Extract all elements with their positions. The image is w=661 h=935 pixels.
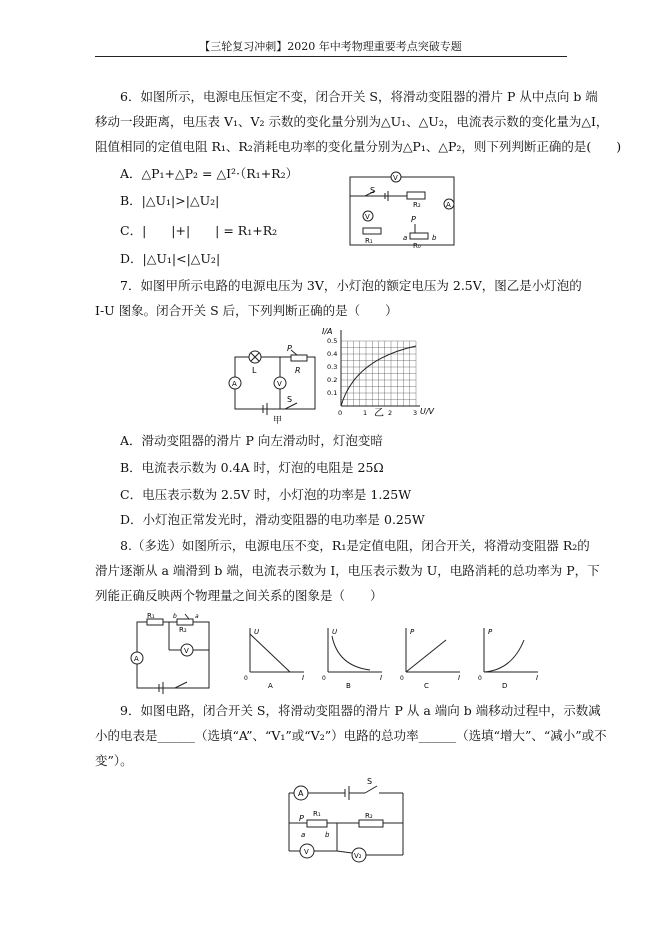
q8b-x-label: I: [380, 674, 383, 682]
q7-ytick-01: 0.1: [327, 389, 338, 397]
q6-label-a-end: a: [403, 234, 408, 242]
q7-line2: I-U 图象。闭合开关 S 后，下列判断正确的是（ ）: [95, 303, 398, 318]
q6-label-a: A: [446, 201, 451, 209]
q8c-caption: C: [424, 682, 429, 690]
q7-option-b: B．电流表示数为 0.4A 时，灯泡的电阻是 25Ω: [120, 460, 384, 475]
q7-line1: 7．如图甲所示电路的电源电压为 3V，小灯泡的额定电压为 2.5V，图乙是小灯泡的: [120, 278, 582, 293]
q7-label-s: S: [287, 395, 293, 404]
q6-label-v1: V: [393, 174, 398, 182]
q8-circuit-diagram: [125, 610, 215, 695]
q7-y-label: I/A: [322, 327, 333, 336]
q6-line1: 6．如图所示，电源电压恒定不变，闭合开关 S，将滑动变阻器的滑片 P 从中点向 b 端: [120, 89, 598, 104]
q7-ytick-03: 0.3: [327, 363, 338, 371]
q7-option-c: C．电压表示数为 2.5V 时，小灯泡的功率是 1.25W: [120, 487, 412, 502]
q9-label-v2: V₂: [354, 852, 362, 860]
q6-option-a: A．△P₁+△P₂ = △I²·（R₁+R₂）: [120, 166, 299, 181]
q9-label-v1: V: [304, 848, 309, 856]
q6-label-p: P: [411, 215, 416, 224]
q9-line1: 9．如图电路，闭合开关 S，将滑动变阻器的滑片 P 从 a 端向 b 端移动过程中，示数减: [120, 703, 601, 718]
header-rule: [95, 56, 567, 57]
q7-xtick-1: 1: [363, 409, 368, 417]
q8-label-ammeter: A: [134, 655, 139, 663]
q6-option-b: B．|△U₁|>|△U₂|: [120, 193, 220, 208]
q6-option-d: D．|△U₁|<|△U₂|: [120, 251, 221, 266]
q8a-origin: 0: [244, 675, 248, 682]
q7-label-v: V: [277, 380, 282, 388]
q6-label-r2: R₂: [413, 201, 421, 209]
q8-label-r2: R₂: [179, 626, 187, 634]
q7-iu-graph: [316, 326, 436, 420]
q8-graph-c: [394, 622, 464, 692]
q8d-origin: 0: [478, 675, 482, 682]
q9-label-a: A: [298, 789, 304, 798]
q7-xtick-2: 2: [388, 409, 393, 417]
q8d-y-label: P: [488, 628, 493, 636]
q7-option-a: A．滑动变阻器的滑片 P 向左滑动时，灯泡变暗: [120, 433, 383, 448]
q7-label-a: A: [232, 380, 237, 388]
q8-line1: 8.（多选）如图所示，电源电压不变，R₁是定值电阻，闭合开关，将滑动变阻器 R₂的: [120, 538, 590, 553]
q8a-x-label: I: [302, 674, 305, 682]
q9-label-a-end: a: [301, 831, 306, 839]
q8-graph-b: [316, 622, 386, 692]
q7-label-r: R: [295, 366, 301, 375]
q8c-origin: 0: [400, 675, 404, 682]
q8a-y-label: U: [254, 628, 260, 636]
q7-ytick-05: 0.5: [327, 337, 338, 345]
q8c-x-label: I: [458, 674, 461, 682]
q8-graph-d: [472, 622, 542, 692]
page-header: 【三轮复习冲刺】2020 年中考物理重要考点突破专题: [199, 40, 462, 53]
q7-xtick-3: 3: [413, 409, 418, 417]
q6-label-r0: R₀: [413, 242, 421, 250]
q9-line3: 变”）。: [95, 753, 133, 768]
q9-label-r1: R₁: [313, 810, 321, 818]
q6-label-b-end: b: [432, 234, 437, 242]
q7-x-label: U/V: [420, 407, 435, 416]
q6-line3: 阻值相同的定值电阻 R₁、R₂消耗电功率的变化量分别为△P₁、△P₂，则下列判断正确的是( ): [95, 139, 622, 154]
q9-label-r2: R₂: [365, 812, 373, 820]
q6-line2: 移动一段距离，电压表 V₁、V₂ 示数的变化量分别为△U₁、△U₂，电流表示数的变化量为△I，: [95, 114, 609, 129]
q9-label-b-end: b: [325, 831, 330, 839]
q6-label-r1: R₁: [365, 237, 373, 245]
q7-caption-jia: 甲: [273, 416, 283, 426]
q7-caption-yi: 乙: [374, 408, 384, 419]
q6-option-c: C．| |+| | = R₁+R₂: [120, 223, 278, 238]
q8-label-b: b: [173, 613, 177, 620]
q6-label-s: S: [370, 186, 376, 195]
q7-ytick-02: 0.2: [327, 376, 338, 384]
q7-option-d: D．小灯泡正常发光时，滑动变阻器的电功率是 0.25W: [120, 512, 425, 527]
q8c-y-label: P: [410, 628, 415, 636]
q8-line2: 滑片逐渐从 a 端滑到 b 端，电流表示数为 I，电压表示数为 U，电路消耗的总功率为 P，下: [95, 563, 600, 578]
q8b-caption: B: [346, 682, 351, 690]
q8-graph-a: [238, 622, 308, 692]
q8a-caption: A: [268, 682, 273, 690]
q9-label-p: P: [299, 814, 304, 823]
q9-line2: 小的电表是______（选填“A”、“V₁”或“V₂”）电路的总功率______（选填“增大”、“减小”或不: [95, 728, 607, 743]
q8-label-a: a: [195, 613, 199, 620]
q7-label-l: L: [252, 366, 257, 375]
q8b-y-label: U: [332, 628, 338, 636]
q9-label-s: S: [367, 777, 373, 786]
q7-xtick-0: 0: [338, 409, 343, 417]
q8-line3: 列能正确反映两个物理量之间关系的图象是（ ）: [95, 588, 383, 603]
q9-circuit-diagram: [285, 775, 410, 870]
q6-circuit-diagram: [345, 172, 460, 252]
q8-label-r1: R₁: [147, 612, 155, 620]
q7-circuit-diagram: [225, 345, 325, 425]
q8d-x-label: I: [536, 674, 539, 682]
q7-label-p: P: [287, 344, 292, 353]
q7-ytick-04: 0.4: [327, 350, 338, 358]
q8b-origin: 0: [322, 675, 326, 682]
q6-label-v2: V: [365, 213, 370, 221]
q8d-caption: D: [502, 682, 508, 690]
q8-label-voltmeter: V: [184, 647, 189, 655]
